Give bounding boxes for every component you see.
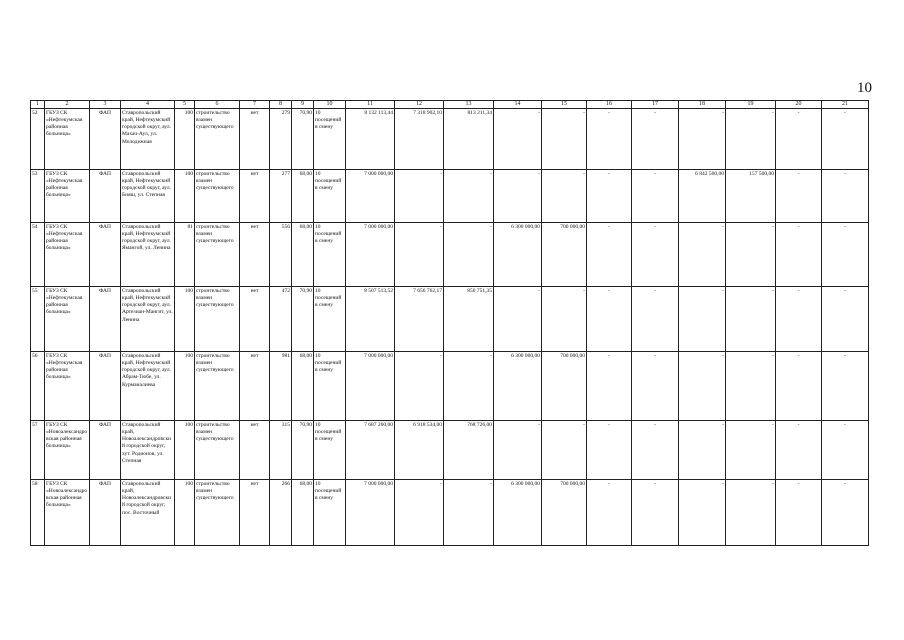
cell-col-2: ГБУЗ СК «Нефтекумская районная больница» [45, 287, 90, 352]
cell-col-11: 7 000 000,00 [346, 223, 395, 287]
cell-col-4: Ставропольский край, Нефтекумский городской округ, аул. Бияш, ул. Степная [121, 170, 175, 223]
cell-col-12: - [395, 480, 444, 546]
cell-col-21: - [822, 421, 869, 480]
cell-col-20: - [776, 480, 822, 546]
table-row [31, 421, 869, 480]
cell-col-11: 8 132 113,44 [346, 109, 395, 170]
cell-col-4: Ставропольский край, Нефтекумский городской округ, аул. Артезиан-Мангит, ул. Ленина [121, 287, 175, 352]
header-cell-13: 13 [444, 101, 494, 109]
cell-col-7: нет [240, 480, 270, 546]
cell-col-9: 68,00 [292, 223, 314, 287]
cell-col-11: 7 000 000,00 [346, 480, 395, 546]
cell-col-7: нет [240, 421, 270, 480]
cell-col-14: - [494, 170, 542, 223]
page-number: 10 [857, 80, 872, 96]
cell-col-20: - [776, 287, 822, 352]
cell-col-20: - [776, 109, 822, 170]
cell-col-20: - [776, 421, 822, 480]
cell-col-5: 100 [175, 352, 195, 421]
header-cell-11: 11 [346, 101, 395, 109]
header-cell-1: 1 [31, 101, 45, 109]
cell-col-1: 57 [31, 421, 45, 480]
table-row [31, 287, 869, 352]
cell-col-21: - [822, 170, 869, 223]
header-cell-19: 19 [726, 101, 776, 109]
data-table [30, 100, 869, 546]
cell-col-5: 100 [175, 287, 195, 352]
cell-col-21: - [822, 223, 869, 287]
cell-col-2: ГБУЗ СК «Нефтекумская районная больница» [45, 109, 90, 170]
cell-col-15: - [542, 170, 587, 223]
cell-col-21: - [822, 352, 869, 421]
cell-col-21: - [822, 287, 869, 352]
cell-col-8: 472 [270, 287, 292, 352]
cell-col-16: - [587, 109, 632, 170]
cell-col-14: 6 300 000,00 [494, 223, 542, 287]
cell-col-14: - [494, 421, 542, 480]
cell-col-15: 700 000,00 [542, 352, 587, 421]
cell-col-5: 81 [175, 223, 195, 287]
cell-col-6: строительство взамен существующего [195, 480, 240, 546]
cell-col-13: 813 211,34 [444, 109, 494, 170]
cell-col-14: 6 300 000,00 [494, 352, 542, 421]
cell-col-16: - [587, 421, 632, 480]
cell-col-17: - [632, 287, 679, 352]
cell-col-16: - [587, 480, 632, 546]
cell-col-7: нет [240, 287, 270, 352]
cell-col-16: - [587, 287, 632, 352]
cell-col-13: 768 726,00 [444, 421, 494, 480]
cell-col-21: - [822, 480, 869, 546]
cell-col-4: Ставропольский край, Нефтекумский городской округ, аул. Махач-Аул, ул. Молодежная [121, 109, 175, 170]
header-cell-10: 10 [314, 101, 346, 109]
cell-col-18: - [679, 109, 726, 170]
cell-col-3: ФАП [90, 480, 121, 546]
cell-col-1: 54 [31, 223, 45, 287]
cell-col-1: 53 [31, 170, 45, 223]
cell-col-15: 700 000,00 [542, 480, 587, 546]
cell-col-16: - [587, 352, 632, 421]
cell-col-9: 70,90 [292, 421, 314, 480]
cell-col-3: ФАП [90, 170, 121, 223]
cell-col-13: - [444, 223, 494, 287]
header-cell-18: 18 [679, 101, 726, 109]
cell-col-12: 6 918 534,00 [395, 421, 444, 480]
table-header [31, 101, 869, 109]
cell-col-21: - [822, 109, 869, 170]
cell-col-10: 10 посещений в смену [314, 170, 346, 223]
cell-col-17: - [632, 170, 679, 223]
cell-col-12: - [395, 352, 444, 421]
cell-col-11: 8 507 513,52 [346, 287, 395, 352]
cell-col-10: 10 посещений в смену [314, 109, 346, 170]
header-cell-16: 16 [587, 101, 632, 109]
cell-col-20: - [776, 170, 822, 223]
cell-col-16: - [587, 223, 632, 287]
table-row [31, 170, 869, 223]
cell-col-4: Ставропольский край, Нефтекумский городской округ, аул. Ямангой, ул. Ленина [121, 223, 175, 287]
cell-col-19: - [726, 421, 776, 480]
table-row [31, 109, 869, 170]
cell-col-3: ФАП [90, 287, 121, 352]
cell-col-14: 6 300 000,00 [494, 480, 542, 546]
cell-col-17: - [632, 109, 679, 170]
cell-col-19: - [726, 223, 776, 287]
cell-col-19: - [726, 480, 776, 546]
cell-col-18: - [679, 352, 726, 421]
cell-col-11: 7 000 000,00 [346, 170, 395, 223]
header-cell-2: 2 [45, 101, 90, 109]
cell-col-17: - [632, 352, 679, 421]
cell-col-3: ФАП [90, 421, 121, 480]
cell-col-8: 279 [270, 109, 292, 170]
cell-col-18: - [679, 223, 726, 287]
cell-col-1: 56 [31, 352, 45, 421]
cell-col-11: 7 687 260,00 [346, 421, 395, 480]
cell-col-10: 10 посещений в смену [314, 421, 346, 480]
cell-col-19: - [726, 109, 776, 170]
header-cell-15: 15 [542, 101, 587, 109]
table-row [31, 352, 869, 421]
cell-col-19: - [726, 352, 776, 421]
cell-col-17: - [632, 421, 679, 480]
cell-col-7: нет [240, 170, 270, 223]
cell-col-1: 55 [31, 287, 45, 352]
cell-col-2: ГБУЗ СК «Нефтекумская районная больница» [45, 170, 90, 223]
header-cell-20: 20 [776, 101, 822, 109]
cell-col-6: строительство взамен существующего [195, 170, 240, 223]
cell-col-5: 100 [175, 421, 195, 480]
cell-col-3: ФАП [90, 223, 121, 287]
cell-col-6: строительство взамен существующего [195, 287, 240, 352]
cell-col-8: 556 [270, 223, 292, 287]
cell-col-9: 68,00 [292, 352, 314, 421]
cell-col-5: 100 [175, 170, 195, 223]
cell-col-8: 981 [270, 352, 292, 421]
cell-col-2: ГБУЗ СК «Новоалександровская районная больница» [45, 421, 90, 480]
header-cell-9: 9 [292, 101, 314, 109]
cell-col-6: строительство взамен существующего [195, 421, 240, 480]
cell-col-5: 100 [175, 109, 195, 170]
cell-col-10: 10 посещений в смену [314, 287, 346, 352]
cell-col-2: ГБУЗ СК «Нефтекумская районная больница» [45, 223, 90, 287]
cell-col-13: - [444, 170, 494, 223]
table-body [31, 109, 869, 546]
cell-col-15: - [542, 421, 587, 480]
cell-col-13: 850 751,35 [444, 287, 494, 352]
cell-col-17: - [632, 480, 679, 546]
cell-col-18: 6 842 500,00 [679, 170, 726, 223]
cell-col-6: строительство взамен существующего [195, 352, 240, 421]
header-cell-21: 21 [822, 101, 869, 109]
cell-col-8: 277 [270, 170, 292, 223]
header-cell-7: 7 [240, 101, 270, 109]
header-cell-17: 17 [632, 101, 679, 109]
cell-col-9: 70,90 [292, 287, 314, 352]
cell-col-2: ГБУЗ СК «Новоалександровская районная больница» [45, 480, 90, 546]
header-cell-14: 14 [494, 101, 542, 109]
cell-col-9: 68,00 [292, 480, 314, 546]
cell-col-19: 157 500,00 [726, 170, 776, 223]
cell-col-10: 10 посещений в смену [314, 352, 346, 421]
header-cell-12: 12 [395, 101, 444, 109]
cell-col-13: - [444, 480, 494, 546]
cell-col-10: 10 посещений в смену [314, 223, 346, 287]
cell-col-12: 7 656 762,17 [395, 287, 444, 352]
cell-col-12: - [395, 223, 444, 287]
cell-col-1: 52 [31, 109, 45, 170]
cell-col-15: - [542, 287, 587, 352]
table-row [31, 480, 869, 546]
cell-col-1: 58 [31, 480, 45, 546]
cell-col-6: строительство взамен существующего [195, 223, 240, 287]
cell-col-3: ФАП [90, 352, 121, 421]
cell-col-20: - [776, 223, 822, 287]
cell-col-18: - [679, 287, 726, 352]
cell-col-7: нет [240, 223, 270, 287]
cell-col-18: - [679, 421, 726, 480]
header-row [31, 101, 869, 109]
table-row [31, 223, 869, 287]
cell-col-15: 700 000,00 [542, 223, 587, 287]
cell-col-4: Ставропольский край, Новоалександровский городской округ, пос. Восточный [121, 480, 175, 546]
cell-col-17: - [632, 223, 679, 287]
cell-col-11: 7 000 000,00 [346, 352, 395, 421]
cell-col-6: строительство взамен существующего [195, 109, 240, 170]
cell-col-4: Ставропольский край, Нефтекумский городской округ, аул. Абрам-Тюбе, ул. Курманалиева [121, 352, 175, 421]
cell-col-12: 7 318 902,10 [395, 109, 444, 170]
header-cell-5: 5 [175, 101, 195, 109]
cell-col-5: 100 [175, 480, 195, 546]
cell-col-14: - [494, 109, 542, 170]
cell-col-8: 315 [270, 421, 292, 480]
cell-col-3: ФАП [90, 109, 121, 170]
cell-col-13: - [444, 352, 494, 421]
cell-col-16: - [587, 170, 632, 223]
cell-col-15: - [542, 109, 587, 170]
header-cell-6: 6 [195, 101, 240, 109]
header-cell-3: 3 [90, 101, 121, 109]
cell-col-7: нет [240, 352, 270, 421]
cell-col-20: - [776, 352, 822, 421]
cell-col-4: Ставропольский край, Новоалександровский городской округ, хут. Родионов, ул. Степная [121, 421, 175, 480]
cell-col-19: - [726, 287, 776, 352]
cell-col-10: 10 посещений в смену [314, 480, 346, 546]
cell-col-12: - [395, 170, 444, 223]
cell-col-9: 70,90 [292, 109, 314, 170]
cell-col-18: - [679, 480, 726, 546]
cell-col-9: 68,00 [292, 170, 314, 223]
cell-col-8: 266 [270, 480, 292, 546]
header-cell-8: 8 [270, 101, 292, 109]
cell-col-2: ГБУЗ СК «Нефтекумская районная больница» [45, 352, 90, 421]
cell-col-14: - [494, 287, 542, 352]
header-cell-4: 4 [121, 101, 175, 109]
cell-col-7: нет [240, 109, 270, 170]
